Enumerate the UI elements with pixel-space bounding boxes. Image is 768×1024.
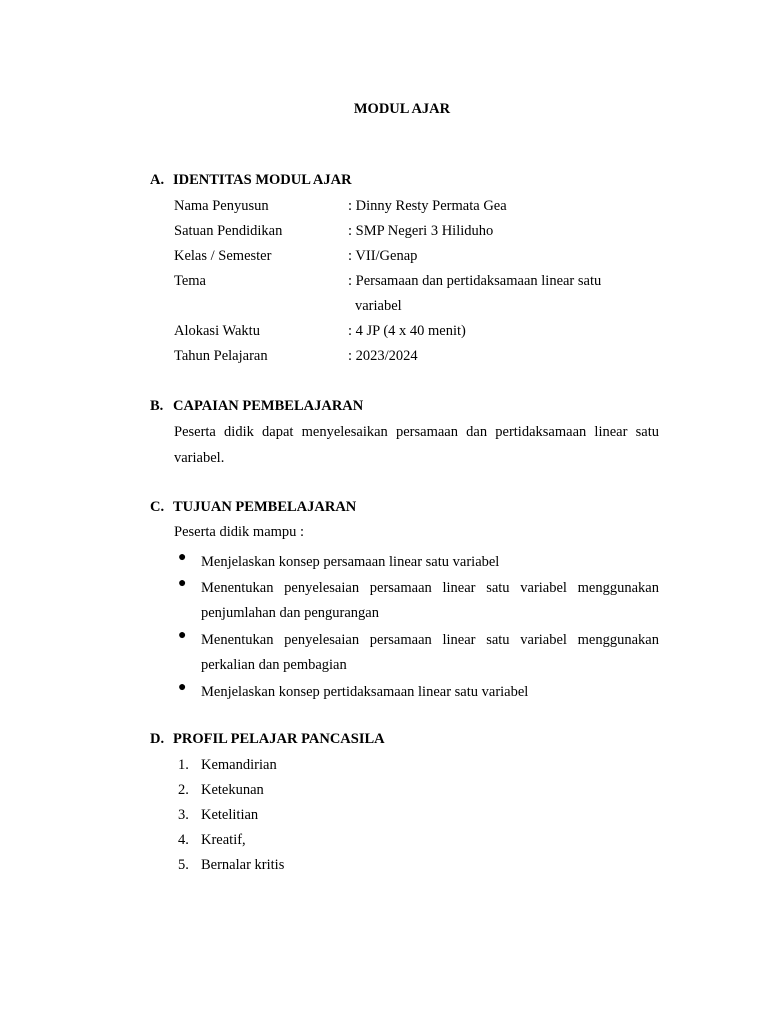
identity-label: Tema xyxy=(174,273,206,289)
section-a-title: IDENTITAS MODUL AJAR xyxy=(173,172,352,188)
section-b-title: CAPAIAN PEMBELAJARAN xyxy=(173,398,364,414)
bullet-icon: ● xyxy=(178,628,187,643)
identity-label: Alokasi Waktu xyxy=(174,323,260,339)
learning-outcome-text: Peserta didik dapat menyelesaikan persamaan dan pertidaksamaan linear satu variabel. xyxy=(174,424,659,466)
objective-item xyxy=(174,550,659,575)
identity-label: Satuan Pendidikan xyxy=(174,223,283,239)
identity-value: : Persamaan dan pertidaksamaan linear satu xyxy=(348,273,602,289)
identity-row-year xyxy=(174,348,418,365)
identity-row-school xyxy=(174,223,493,240)
section-b-heading xyxy=(150,398,363,415)
section-d-letter: D. xyxy=(150,731,165,747)
profile-text: Kemandirian xyxy=(201,757,277,773)
identity-value: : 4 JP (4 x 40 menit) xyxy=(348,323,466,339)
section-c-letter: C. xyxy=(150,499,165,515)
bullet-icon: ● xyxy=(178,680,187,695)
identity-value: : SMP Negeri 3 Hiliduho xyxy=(348,223,494,239)
profile-number: 1. xyxy=(178,757,189,773)
identity-theme-continuation: variabel xyxy=(355,298,402,314)
identity-row-theme xyxy=(174,273,601,290)
profile-number: 5. xyxy=(178,857,189,873)
profile-item xyxy=(178,757,277,774)
section-a-letter: A. xyxy=(150,172,165,188)
identity-value: : VII/Genap xyxy=(348,248,418,264)
identity-row-author xyxy=(174,198,507,215)
section-d-heading xyxy=(150,731,385,748)
profile-text: Kreatif, xyxy=(201,832,246,848)
objective-item xyxy=(174,680,659,705)
profile-number: 2. xyxy=(178,782,189,798)
profile-item xyxy=(178,857,284,874)
objectives-intro: Peserta didik mampu : xyxy=(174,524,305,540)
document-title: MODUL AJAR xyxy=(353,101,451,117)
section-a-heading xyxy=(150,172,352,189)
objective-text: Menjelaskan konsep persamaan linear satu variabel xyxy=(201,554,500,570)
profile-text: Ketekunan xyxy=(201,782,264,798)
objective-text: Menentukan penyelesaian persamaan linear satu variabel menggunakan penjumlahan dan pengurangan xyxy=(201,580,659,621)
profile-number: 3. xyxy=(178,807,189,823)
bullet-icon: ● xyxy=(178,550,187,565)
identity-label: Tahun Pelajaran xyxy=(174,348,268,364)
objective-item xyxy=(174,628,659,678)
profile-text: Bernalar kritis xyxy=(201,857,285,873)
section-c-heading xyxy=(150,499,356,516)
profile-item xyxy=(178,782,264,799)
identity-row-time xyxy=(174,323,466,340)
profile-item xyxy=(178,832,246,849)
profile-number: 4. xyxy=(178,832,189,848)
identity-value: : 2023/2024 xyxy=(348,348,418,364)
objective-text: Menjelaskan konsep pertidaksamaan linear satu variabel xyxy=(201,684,529,700)
section-c-title: TUJUAN PEMBELAJARAN xyxy=(173,499,357,515)
profile-item xyxy=(178,807,258,824)
identity-label: Nama Penyusun xyxy=(174,198,269,214)
identity-row-class xyxy=(174,248,417,265)
section-d-title: PROFIL PELAJAR PANCASILA xyxy=(173,731,385,747)
objective-text: Menentukan penyelesaian persamaan linear satu variabel menggunakan perkalian dan pembagian xyxy=(201,632,659,673)
section-b-letter: B. xyxy=(150,398,164,414)
profile-text: Ketelitian xyxy=(201,807,259,823)
identity-value: : Dinny Resty Permata Gea xyxy=(348,198,507,214)
bullet-icon: ● xyxy=(178,576,187,591)
objective-item xyxy=(174,576,659,626)
identity-label: Kelas / Semester xyxy=(174,248,272,264)
